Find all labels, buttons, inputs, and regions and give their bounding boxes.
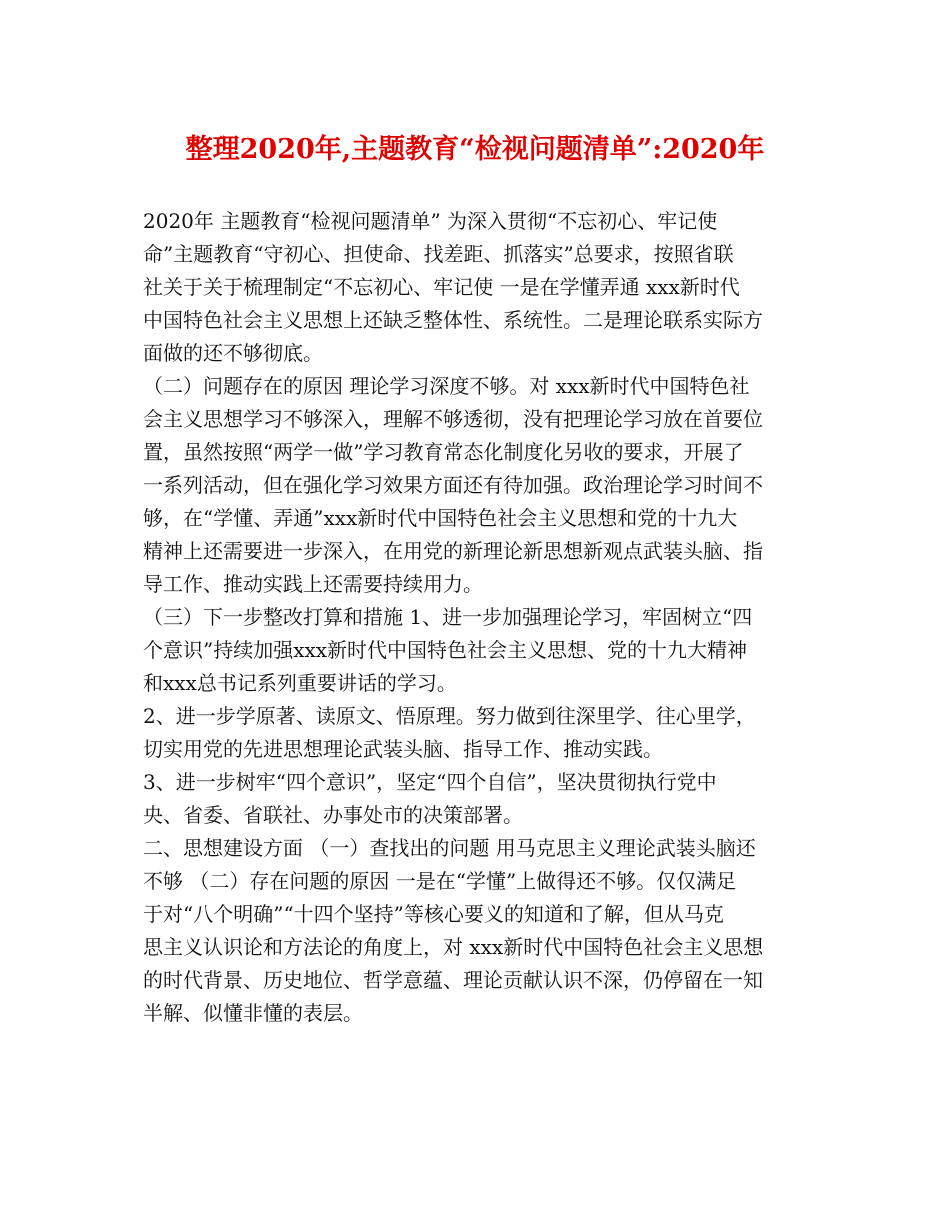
body-line: （三）下一步整改打算和措施 1、进一步加强理论学习，牢固树立“四 — [143, 605, 753, 629]
body-line: 不够 （二）存在问题的原因 一是在“学懂”上做得还不够。仅仅满足 — [143, 869, 737, 893]
body-line: 切实用党的先进思想理论武装头脑、指导工作、推动实践。 — [143, 737, 663, 761]
body-line: 央、省委、省联社、办事处市的决策部署。 — [143, 803, 523, 827]
document-body — [143, 205, 823, 1030]
body-line: 一系列活动，但在强化学习效果方面还有待加强。政治理论学习时间不 — [143, 473, 763, 497]
body-line: 2、进一步学原著、读原文、悟原理。努力做到往深里学、往心里学， — [143, 704, 756, 728]
body-line: 2020年 主题教育“检视问题清单” 为深入贯彻“不忘初心、牢记使 — [143, 209, 718, 233]
body-line: 置，虽然按照“两学一做”学习教育常态化制度化另收的要求，开展了 — [143, 440, 744, 464]
body-line: 于对“八个明确”“十四个坚持”等核心要义的知道和了解，但从马克 — [143, 902, 724, 926]
body-line: 够，在“学懂、弄通”xxx新时代中国特色社会主义思想和党的十九大 — [143, 506, 738, 530]
document-title: 整理2020年,主题教育“检视问题清单”:2020年 — [185, 134, 765, 165]
body-line: 中国特色社会主义思想上还缺乏整体性、系统性。二是理论联系实际方 — [143, 308, 763, 332]
body-line: （二）问题存在的原因 理论学习深度不够。对 xxx新时代中国特色社 — [143, 374, 750, 398]
body-line: 思主义认识论和方法论的角度上，对 xxx新时代中国特色社会主义思想 — [143, 935, 764, 959]
body-line: 社关于关于梳理制定“不忘初心、牢记使 一是在学懂弄通 xxx新时代 — [143, 275, 740, 299]
body-line: 精神上还需要进一步深入，在用党的新理论新思想新观点武装头脑、指 — [143, 539, 763, 563]
body-line: 面做的还不够彻底。 — [143, 341, 323, 365]
body-line: 个意识”持续加强xxx新时代中国特色社会主义思想、党的十九大精神 — [143, 638, 748, 662]
body-line: 二、思想建设方面 （一）查找出的问题 用马克思主义理论武装头脑还 — [143, 836, 756, 860]
body-line: 半解、似懂非懂的表层。 — [143, 1001, 363, 1025]
body-line: 和xxx总书记系列重要讲话的学习。 — [143, 671, 457, 695]
body-line: 会主义思想学习不够深入，理解不够透彻，没有把理论学习放在首要位 — [143, 407, 763, 431]
body-line: 3、进一步树牢“四个意识”，坚定“四个自信”，坚决贯彻执行党中 — [143, 770, 717, 794]
body-line: 的时代背景、历史地位、哲学意蕴、理论贡献认识不深，仍停留在一知 — [143, 968, 763, 992]
body-line: 命”主题教育“守初心、担使命、找差距、抓落实”总要求，按照省联 — [143, 242, 734, 266]
body-line: 导工作、推动实践上还需要持续用力。 — [143, 572, 483, 596]
